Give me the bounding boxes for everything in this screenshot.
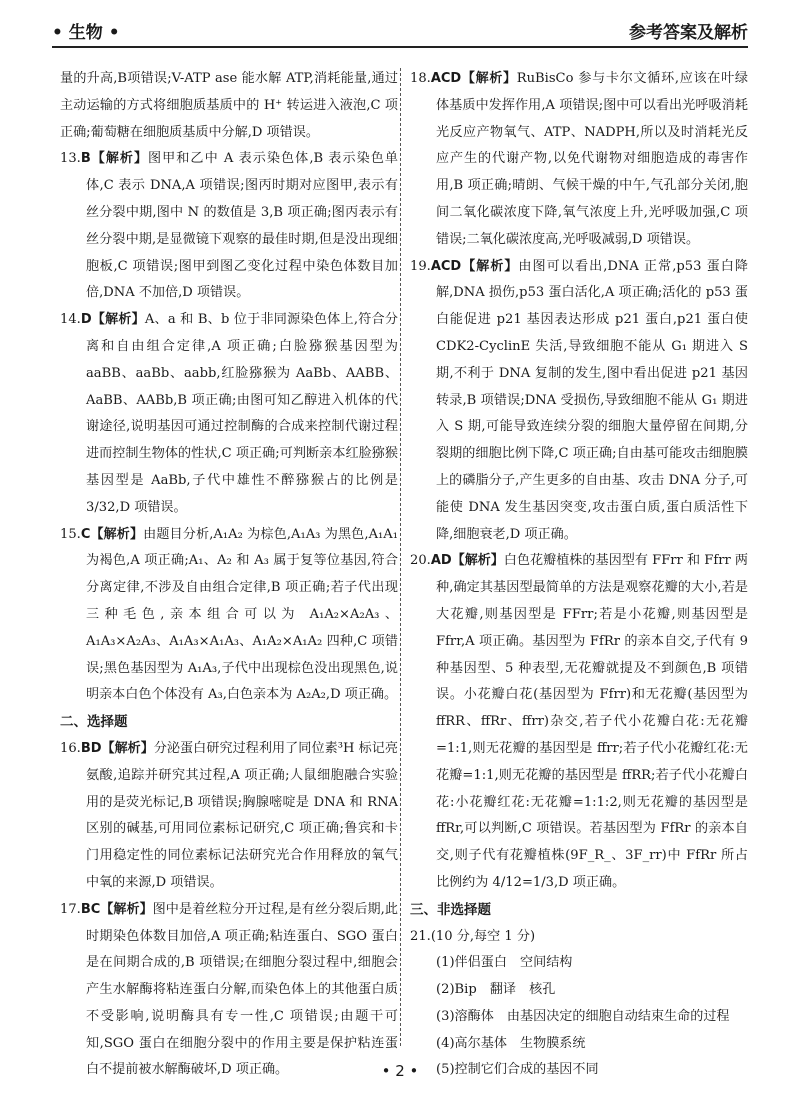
answer-13 [60,146,398,307]
answer-key: AD [430,553,452,569]
analysis-text: 分泌蛋白研究过程利用了同位素³H 标记亮氨酸,追踪并研究其过程,A 项正确;人鼠细胞融合实验用的是荧光标记,B 项错误;胸腺嘧啶是 DNA 和 RNA 区别的碱基,可用同位素标记研究,C 项正确;鲁宾和卡门用稳定性的同位素标记法研究光合作用释放的氧气中氧的来源,D 项错误。 [86,740,398,890]
answer-17 [60,897,398,1085]
analysis-tag: 【解析】 [90,151,148,167]
answer-16 [60,736,398,897]
question-number: 15. [60,526,81,542]
column-divider [400,68,401,1046]
page-header [52,12,748,48]
question-number: 13. [60,151,81,167]
analysis-text: 图中是着丝粒分开过程,是有丝分裂后期,此时期染色体数目加倍,A 项正确;粘连蛋白、SGO 蛋白是在间期合成的,B 项错误;在细胞分裂过程中,细胞会产生水解酶将粘连蛋白分解,而染色体上的其他蛋白质不受影响,说明酶具有专一性,C 项错误;由题干可知,SGO 蛋白在细胞分裂中的作用主要是保护粘连蛋白不提前被水解酶破坏,D 项正确。 [86,901,398,1078]
answer-key: BD [80,740,102,756]
answer-key: ACD [430,258,462,274]
answer-18 [410,66,748,254]
answer-line: (3)溶酶体 由基因决定的细胞自动结束生命的过程 [436,1008,730,1024]
answer-key: C [80,526,91,542]
question-number: 14. [60,312,81,328]
section-heading: 三、非选择题 [410,901,491,918]
answer-19 [410,254,748,549]
analysis-tag: 【解析】 [461,71,517,86]
analysis-text: 由图可以看出,DNA 正常,p53 蛋白降解,DNA 损伤,p53 蛋白活化,A 项正确;活化的 p53 蛋白能促进 p21 基因表达形成 p21 蛋白,p21 蛋白使 CDK2-CyclinE 失活,导致细胞不能从 G₁ 期进入 S 期,不利于 DNA 复制的发生,图中看出促进 p21 基因转录,B 项错误;DNA 受损伤,导致细胞不能从 G₁ 期进入 S 期,可能导致连续分裂的细胞大量停留在间期,分裂期的细胞比例下降,C 项正确;自由基可能攻击细胞膜上的磷脂分子,产生更多的自由基、攻击 DNA 分子,可能使 DNA 发生基因突变,攻击蛋白质,蛋白质活性下降,细胞衰老,D 项正确。 [436,258,748,542]
question-number: 18. [410,71,431,86]
right-column [410,66,748,1084]
analysis-tag: 【解析】 [91,312,145,328]
analysis-text: 由题目分析,A₁A₂ 为棕色,A₁A₃ 为黑色,A₁A₁ 为褐色,A 项正确;A₁、A₂ 和 A₃ 属于复等位基因,符合分离定律,不涉及自由组合定律,B 项正确;若子代出现三种毛色,亲本组合可以为 A₁A₂×A₂A₃、A₁A₃×A₂A₃、A₁A₃×A₁A₃、A₁A₂×A₁A₂ 四种,C 项错误;黑色基因型为 A₁A₃,子代中出现棕色没出现黑色,说明亲本白色个体没有 A₃,白色亲本为 A₂A₂,D 项正确。 [86,526,398,703]
section-heading: 二、选择题 [60,714,128,731]
analysis-tag: 【解析】 [461,258,519,274]
question-number: 20. [410,553,431,569]
analysis-text: RuBisCo 参与卡尔文循环,应该在叶绿体基质中发挥作用,A 项错误;图中可以看出光呼吸消耗光反应产物氧气、ATP、NADPH,所以及时消耗光反应产生的代谢产物,以免代谢物对细胞造成的毒害作用,B 项正确;晴朗、气候干燥的中午,气孔部分关闭,胞间二氧化碳浓度下降,氧气浓度上升,光呼吸加强,C 项错误;二氧化碳浓度高,光呼吸减弱,D 项错误。 [436,71,748,247]
answer-line: (5)控制它们合成的基因不同 [436,1062,599,1078]
answer-line: (1)伴侣蛋白 空间结构 [436,955,573,971]
answer-key: D [80,312,92,328]
answer-14 [60,307,398,521]
section-title: 参考答案及解析 [629,23,748,43]
analysis-tag: 【解析】 [101,740,154,756]
analysis-text: 白色花瓣植株的基因型有 FFrr 和 Ffrr 两种,确定其基因型最简单的方法是观察花瓣的大小,若是大花瓣,则基因型是 FFrr;若是小花瓣,则基因型是 Ffrr,A 项正确。基因型为 FfRr 的亲本自交,子代有 9 种基因型、5 种表型,无花瓣就提及不到颜色,B 项错误。小花瓣白花(基因型为 Ffrr)和无花瓣(基因型为 ffRR、ffRr、ffrr)杂交,若子代小花瓣白花:无花瓣=1:1,则无花瓣的基因型是 ffrr;若子代小花瓣红花:无花瓣=1:1,则无花瓣的基因型是 ffRR;若子代小花瓣白花:小花瓣红花:无花瓣=1:1:2,则无花瓣的基因型是 ffRr,可以判断,C 项错误。若基因型为 FfRr 的亲本自交,则子代有花瓣植株(9F_R_、3F_rr)中 FfRr 所占比例约为 4/12=1/3,D 项正确。 [436,553,748,890]
analysis-tag: 【解析】 [90,526,144,542]
answer-key: B [80,151,91,167]
answer-15 [60,522,398,710]
left-column [60,66,398,1084]
question-number: 21. [410,928,431,944]
analysis-text: A、a 和 B、b 位于非同源染色体上,符合分离和自由组合定律,A 项正确;白脸猕猴基因型为 aaBB、aaBb、aabb,红脸猕猴为 AaBb、AABB、AaBB、AABb,B 项正确;由图可知乙醇进入机体的代谢途径,说明基因可通过控制酶的合成来控制代谢过程进而控制生物体的性状,C 项正确;可判断亲本红脸猕猴基因型是 AaBb,子代中雄性不醉猕猴占的比例是 3/32,D 项错误。 [86,312,398,515]
answer-key: ACD [430,71,462,86]
question-number: 16. [60,740,81,756]
subject-title: • 生物 • [52,23,120,43]
answer-key: BC [80,901,101,917]
analysis-text: 图甲和乙中 A 表示染色体,B 表示染色单体,C 表示 DNA,A 项错误;图丙时期对应图甲,表示有丝分裂中期,图中 N 的数值是 3,B 项正确;图丙表示有丝分裂中期,是显微镜下观察的最佳时期,但是没出现细胞板,C 项错误;图甲到图乙变化过程中染色体数目加倍,DNA 不加倍,D 项错误。 [86,151,398,301]
answer-line: (2)Bip 翻译 核孔 [436,982,556,998]
answer-21 [410,924,748,951]
score-note: (10 分,每空 1 分) [430,928,536,944]
question-number: 19. [410,258,431,274]
answer-20 [410,548,748,896]
carry-paragraph: 量的升高,B项错误;V-ATP ase 能水解 ATP,消耗能量,通过主动运输的方式将细胞质基质中的 H⁺ 转运进入液泡,C 项正确;葡萄糖在细胞质基质中分解,D 项错误。 [60,71,398,140]
answer-line: (4)高尔基体 生物膜系统 [436,1035,586,1051]
analysis-tag: 【解析】 [451,553,504,569]
page-number: • 2 • [381,1062,419,1080]
question-number: 17. [60,901,81,917]
analysis-tag: 【解析】 [100,901,153,917]
